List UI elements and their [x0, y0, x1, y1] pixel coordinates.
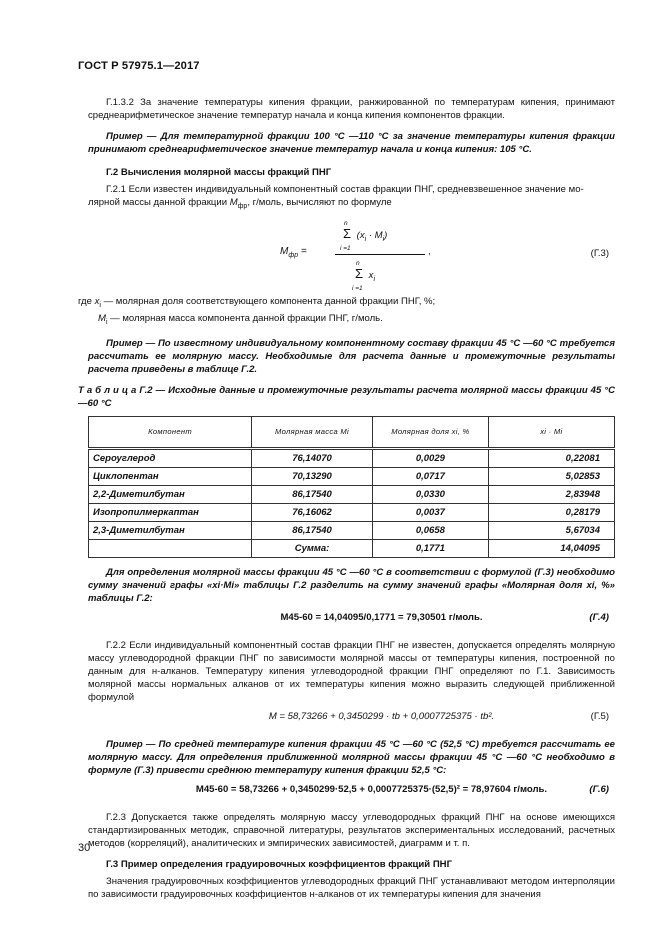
table-cell-molar-fraction: 0,0658: [373, 521, 489, 539]
paragraph-g21-line1: Г.2.1 Если известен индивидуальный компонентный состав фракции ПНГ, средневзвешенное значение мо-: [106, 184, 584, 195]
table-cell-product: 2,83948: [488, 485, 614, 503]
table-cell-molar-fraction: 0,0717: [373, 467, 489, 485]
num-expr-close: ): [384, 229, 388, 241]
table-cell-molar-fraction: 0,0037: [373, 503, 489, 521]
formula-denominator: [340, 257, 430, 295]
table-cell-product: 5,02853: [488, 467, 614, 485]
formula-comma: ,: [428, 245, 431, 257]
table-cell-molar-fraction: 0,0330: [373, 485, 489, 503]
where-x-sub: i: [99, 301, 101, 309]
formula-lhs-sub: фр: [288, 251, 299, 259]
equation-number-g3: (Г.3): [590, 247, 609, 259]
formula-lhs: [280, 245, 307, 262]
data-table: [88, 416, 615, 558]
where-x-symbol: x: [94, 295, 100, 307]
equation-number-g6: (Г.6): [589, 783, 609, 795]
after-table-text: Для определения молярной массы фракции 45 °С —60 °С в соответствии с формулой (Г.3) необходимо сумму значений графы «xi·Mi» таблицы Г.2 разделить на сумму значений графы «Молярная доля xi, %» таблицы Г.2:: [88, 566, 615, 604]
where-line-1: [78, 295, 615, 312]
table-cell-product: 14,04095: [488, 539, 614, 557]
table-row: [89, 521, 615, 539]
table-row: [89, 467, 615, 485]
page-number: 30: [78, 842, 91, 854]
numerator-sum-bottom: i =1: [340, 244, 351, 252]
denominator-expr: [369, 270, 375, 281]
paragraph-g21-line2-post: , г/моль, вычисляют по формуле: [247, 197, 392, 208]
den-expr-x: x: [368, 269, 374, 281]
paragraph-g21: [88, 183, 615, 213]
denominator-sum-bottom: i =1: [352, 284, 363, 292]
paragraph-g23: Г.2.3 Допускается также определять молярную массу углеводородных фракций ПНГ на основе имеющихся стандартизированных методик, справочной литературы, результатов экспериментальных исследований, расчетных методов (корреляций), аналитических и эмпирических зависимостей, диаграмм и т. п.: [88, 811, 615, 849]
table-cell-molar-mass: 86,17540: [252, 521, 373, 539]
table-row: [89, 503, 615, 521]
table-cell-molar-fraction: 0,1771: [373, 539, 489, 557]
table-row: [89, 448, 615, 467]
num-expr-open: (x: [356, 229, 365, 241]
paragraph-g3: Значения градуировочных коэффициентов углеводородных фракций ПНГ устанавливают методом интерполяции по зависимости градуировочных коэффициентов н-алканов от их температуры кипения для значения: [88, 875, 615, 900]
where-m-sub: i: [105, 318, 108, 326]
where-line-2: [98, 312, 615, 329]
formula-numerator: [340, 217, 430, 255]
table-cell-molar-mass: 76,16062: [252, 503, 373, 521]
paragraph-g22: Г.2.2 Если индивидуальный компонентный состав фракции ПНГ не известен, допускается определять молярную массу углеводородной фракции ПНГ по зависимости молярной массы от температуры кипения, построенной по данным для н-алканов. Температуру кипения углеводородной фракции ПНГ определяют по Г.1. Зависимость молярной массы нормальных алканов от их температуры кипения можно выразить следующей приближенной формулой: [88, 639, 615, 703]
numerator-sum-top: n: [344, 219, 348, 227]
equation-g5: [88, 710, 615, 726]
numerator-expr: [357, 230, 388, 241]
table-cell-molar-mass: 76,14070: [252, 448, 373, 467]
table-cell-component: Изопропилмеркаптан: [89, 503, 252, 521]
table-row: [89, 539, 615, 557]
table-cell-molar-mass: 70,13290: [252, 467, 373, 485]
where-x-text: — молярная доля соответствующего компонента данной фракции ПНГ, %;: [100, 295, 436, 307]
formula-g3-body: [280, 217, 460, 292]
table-cell-product: 0,28179: [488, 503, 614, 521]
equation-g6-body: M45-60 = 58,73266 + 0,3450299·52,5 + 0,0007725375·(52,5)² = 78,97604 г/моль.: [195, 783, 548, 795]
equation-g4-body: M45-60 = 14,04095/0,1771 = 79,30501 г/моль.: [280, 611, 483, 623]
table-header-product: xi · Mi: [488, 416, 614, 448]
table-header-row: [89, 416, 615, 448]
denominator-sum-top: n: [356, 259, 360, 267]
table-header-component: Компонент: [89, 416, 252, 448]
numerator-sigma: Σ: [342, 225, 352, 241]
formula-lhs-symbol: M: [280, 245, 289, 257]
table-cell-molar-mass: 86,17540: [252, 485, 373, 503]
table-cell-molar-fraction: 0,0029: [373, 448, 489, 467]
mfr-subscript: фр: [237, 202, 248, 210]
mfr-symbol: М: [229, 197, 238, 208]
formula-g3: [88, 217, 615, 291]
equation-number-g4: (Г.4): [589, 611, 609, 623]
table-cell-molar-mass: Сумма:: [252, 539, 373, 557]
table-cell-product: 0,22081: [488, 448, 614, 467]
table-row: [89, 485, 615, 503]
paragraph-g132: Г.1.3.2 За значение температуры кипения фракции, ранжированной по температурам кипения, принимают среднеарифметическое значение температур начала и конца кипения компонентов фракции.: [88, 97, 615, 121]
formula-eq-sign: =: [298, 245, 307, 257]
fraction-bar: [335, 254, 425, 255]
table-header-molar-mass: Молярная масса Mi: [252, 416, 373, 448]
denominator-sigma: Σ: [354, 265, 364, 281]
num-expr-dot: · M: [366, 229, 383, 241]
equation-g4: [88, 611, 615, 627]
table-cell-component: Циклопентан: [89, 467, 252, 485]
num-expr-sub-i: i: [382, 235, 385, 243]
example-g132: Пример — Для температурной фракции 100 °С —110 °С за значение температуры кипения фракции принимают среднеарифметическое значение температур начала и конца кипения: 105 °С.: [88, 131, 615, 155]
den-expr-sub: i: [373, 275, 375, 283]
page-content: [78, 96, 615, 901]
paragraph-g21-line2-pre: лярной массы данной фракции: [88, 197, 230, 208]
section-title-g2: Г.2 Вычисления молярной массы фракций ПНГ: [106, 167, 332, 178]
table-cell-component: 2,2-Диметилбутан: [89, 485, 252, 503]
table-body: [89, 448, 615, 557]
section-title-g3: Г.3 Пример определения градуировочных коэффициентов фракций ПНГ: [106, 858, 452, 870]
equation-g6: [88, 783, 615, 799]
table-cell-component: [89, 539, 252, 557]
table-caption: Т а б л и ц а Г.2 — Исходные данные и промежуточные результаты расчета молярной массы фракции 45 °С —60 °С: [78, 384, 615, 409]
equation-g5-body: M = 58,73266 + 0,3450299 · tb + 0,0007725375 · tb².: [268, 710, 495, 722]
where-m-text: — молярная масса компонента данной фракции ПНГ, г/моль.: [107, 312, 383, 324]
num-expr-i: i: [364, 235, 367, 243]
where-m-symbol: M: [98, 312, 106, 324]
example-g22: Пример — По средней температуре кипения фракции 45 °С —60 °С (52,5 °С) требуется рассчитать ее молярную массу. Для определения приближенной молярной массы фракции 45 °С —60 °С необходимо в формуле (Г.3) привести среднюю температуру кипения фракции 52,5 °С:: [88, 738, 615, 776]
table-cell-component: 2,3-Диметилбутан: [89, 521, 252, 539]
equation-number-g5: (Г.5): [590, 710, 609, 722]
table-cell-component: Сероуглерод: [89, 448, 252, 467]
example-g21: Пример — По известному индивидуальному компонентному составу фракции 45 °С —60 °С требуется рассчитать ее молярную массу. Необходимые для расчета данные и промежуточные результаты расчета приведены в таблице Г.2.: [88, 337, 615, 375]
document-header: ГОСТ Р 57975.1—2017: [78, 60, 200, 72]
where-prefix: где: [78, 295, 95, 307]
table-header-molar-fraction: Молярная доля xi, %: [373, 416, 489, 448]
table-cell-product: 5,67034: [488, 521, 614, 539]
